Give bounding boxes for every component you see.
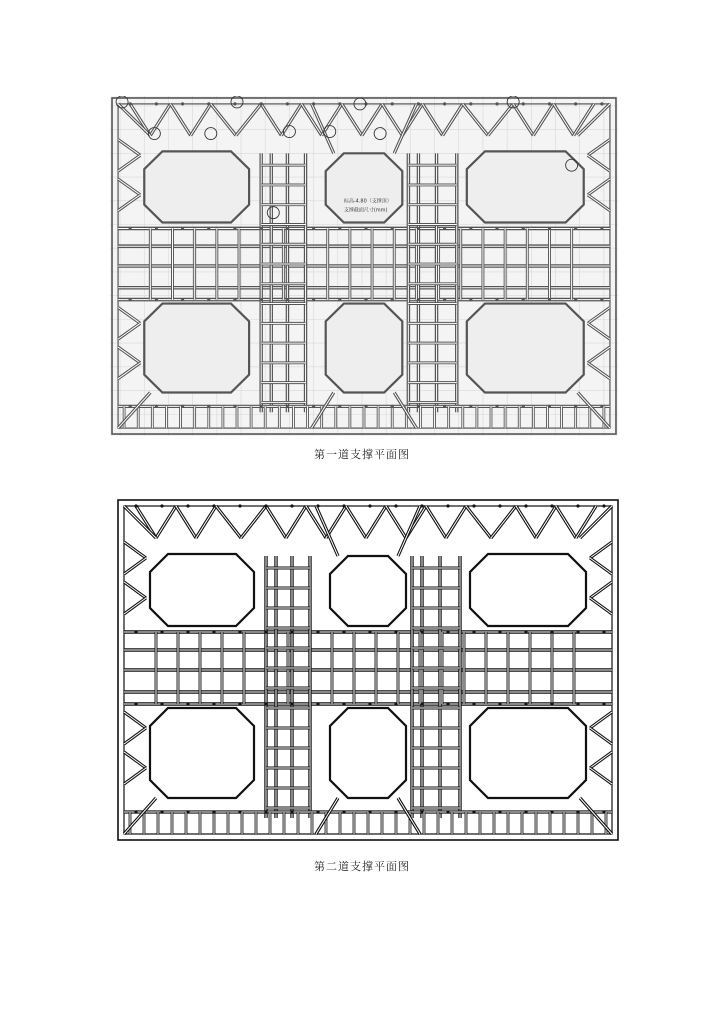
column-node xyxy=(233,102,236,105)
column-node xyxy=(548,298,551,301)
column-node xyxy=(155,227,158,230)
column-node xyxy=(576,504,579,507)
column-node xyxy=(472,810,475,813)
column-node xyxy=(602,810,605,813)
column-node xyxy=(576,702,579,705)
column-node xyxy=(391,405,394,408)
column-node xyxy=(181,102,184,105)
column-node xyxy=(134,630,137,633)
column-node xyxy=(394,702,397,705)
column-node xyxy=(394,810,397,813)
column-node xyxy=(498,702,501,705)
column-node xyxy=(338,405,341,408)
column-node xyxy=(602,702,605,705)
column-node xyxy=(155,102,158,105)
column-node xyxy=(472,504,475,507)
column-node xyxy=(286,102,289,105)
column-node xyxy=(364,298,367,301)
column-node xyxy=(342,810,345,813)
column-node xyxy=(155,298,158,301)
column-node xyxy=(312,102,315,105)
column-node xyxy=(260,227,263,230)
column-node xyxy=(368,810,371,813)
column-node xyxy=(524,504,527,507)
column-node xyxy=(155,405,158,408)
column-node xyxy=(495,298,498,301)
column-node xyxy=(522,405,525,408)
column-node xyxy=(420,504,423,507)
column-node xyxy=(129,405,132,408)
column-node xyxy=(312,298,315,301)
column-node xyxy=(312,227,315,230)
plan-annotation-text: 标高-4.80（支撑顶） xyxy=(343,198,392,205)
column-node xyxy=(574,298,577,301)
column-node xyxy=(238,630,241,633)
opening-ring-beam xyxy=(150,708,254,798)
column-node xyxy=(498,504,501,507)
column-node xyxy=(207,298,210,301)
column-node xyxy=(495,227,498,230)
column-node xyxy=(394,504,397,507)
column-node xyxy=(212,630,215,633)
first-support-plan-caption: 第一道支撑平面图 xyxy=(314,448,410,461)
column-node xyxy=(290,702,293,705)
column-node xyxy=(368,702,371,705)
column-node xyxy=(286,227,289,230)
column-node xyxy=(342,504,345,507)
column-node xyxy=(264,702,267,705)
column-node xyxy=(342,630,345,633)
column-node xyxy=(129,102,132,105)
column-node xyxy=(212,702,215,705)
column-node xyxy=(207,227,210,230)
column-node xyxy=(364,227,367,230)
column-node xyxy=(602,630,605,633)
column-node xyxy=(443,298,446,301)
column-node xyxy=(368,504,371,507)
column-node xyxy=(417,298,420,301)
column-node xyxy=(472,702,475,705)
column-node xyxy=(574,227,577,230)
column-node xyxy=(186,630,189,633)
column-node xyxy=(186,504,189,507)
plan-annotation-text: 支撑截面尺寸(mm) xyxy=(343,207,388,214)
column-node xyxy=(446,630,449,633)
column-node xyxy=(495,405,498,408)
column-node xyxy=(233,227,236,230)
column-node xyxy=(469,102,472,105)
column-node xyxy=(233,298,236,301)
column-node xyxy=(338,227,341,230)
column-node xyxy=(417,102,420,105)
opening-ring-beam xyxy=(330,708,406,798)
column-node xyxy=(312,405,315,408)
opening-ring-beam xyxy=(330,556,406,626)
column-node xyxy=(574,102,577,105)
opening-ring-beam xyxy=(470,708,586,798)
column-node xyxy=(600,405,603,408)
column-node xyxy=(181,405,184,408)
column-node xyxy=(364,405,367,408)
column-node xyxy=(498,630,501,633)
column-node xyxy=(550,702,553,705)
first-support-plan-drawing xyxy=(110,96,618,436)
column-node xyxy=(472,630,475,633)
column-node xyxy=(160,630,163,633)
column-node xyxy=(316,504,319,507)
column-node xyxy=(602,504,605,507)
column-node xyxy=(420,810,423,813)
column-node xyxy=(260,102,263,105)
column-node xyxy=(233,405,236,408)
column-node xyxy=(446,504,449,507)
column-node xyxy=(260,405,263,408)
column-node xyxy=(207,102,210,105)
opening-ring-beam xyxy=(470,554,586,626)
column-node xyxy=(576,810,579,813)
column-node xyxy=(600,227,603,230)
column-node xyxy=(469,405,472,408)
column-node xyxy=(576,630,579,633)
column-node xyxy=(522,298,525,301)
column-node xyxy=(394,630,397,633)
column-node xyxy=(391,227,394,230)
opening-ring-beam xyxy=(150,554,254,626)
column-node xyxy=(420,630,423,633)
column-node xyxy=(316,630,319,633)
column-node xyxy=(129,227,132,230)
second-support-plan-drawing xyxy=(116,498,620,842)
column-node xyxy=(238,504,241,507)
column-node xyxy=(290,810,293,813)
column-node xyxy=(522,227,525,230)
column-node xyxy=(391,298,394,301)
column-node xyxy=(420,702,423,705)
column-node xyxy=(129,298,132,301)
column-node xyxy=(443,227,446,230)
opening-ring-beam xyxy=(144,151,249,222)
column-node xyxy=(417,227,420,230)
column-node xyxy=(391,102,394,105)
column-node xyxy=(181,298,184,301)
second-support-plan-caption: 第二道支撑平面图 xyxy=(314,860,410,873)
column-node xyxy=(134,702,137,705)
column-node xyxy=(207,405,210,408)
column-node xyxy=(550,504,553,507)
column-node xyxy=(186,810,189,813)
column-node xyxy=(212,810,215,813)
column-node xyxy=(238,810,241,813)
column-node xyxy=(342,702,345,705)
column-node xyxy=(498,810,501,813)
column-node xyxy=(338,298,341,301)
column-node xyxy=(212,504,215,507)
column-node xyxy=(443,405,446,408)
column-node xyxy=(548,227,551,230)
column-node xyxy=(469,298,472,301)
column-node xyxy=(574,405,577,408)
column-node xyxy=(260,298,263,301)
column-node xyxy=(548,405,551,408)
column-node xyxy=(550,810,553,813)
column-node xyxy=(316,810,319,813)
column-node xyxy=(316,702,319,705)
column-node xyxy=(524,702,527,705)
column-node xyxy=(524,630,527,633)
column-node xyxy=(600,298,603,301)
column-node xyxy=(522,102,525,105)
column-node xyxy=(495,102,498,105)
opening-ring-beam xyxy=(326,304,403,393)
column-node xyxy=(134,810,137,813)
column-node xyxy=(160,504,163,507)
column-node xyxy=(264,630,267,633)
column-node xyxy=(368,630,371,633)
column-node xyxy=(286,405,289,408)
column-node xyxy=(550,630,553,633)
column-node xyxy=(264,504,267,507)
opening-ring-beam xyxy=(144,304,249,393)
column-node xyxy=(238,702,241,705)
column-node xyxy=(600,102,603,105)
column-node xyxy=(181,227,184,230)
opening-ring-beam xyxy=(467,304,584,393)
column-node xyxy=(160,810,163,813)
column-node xyxy=(286,298,289,301)
column-node xyxy=(290,504,293,507)
column-node xyxy=(186,702,189,705)
column-node xyxy=(134,504,137,507)
column-node xyxy=(524,810,527,813)
column-node xyxy=(443,102,446,105)
column-node xyxy=(290,630,293,633)
column-node xyxy=(160,702,163,705)
column-node xyxy=(417,405,420,408)
column-node xyxy=(338,102,341,105)
column-node xyxy=(548,102,551,105)
column-node xyxy=(446,810,449,813)
column-node xyxy=(469,227,472,230)
column-node xyxy=(264,810,267,813)
column-node xyxy=(446,702,449,705)
